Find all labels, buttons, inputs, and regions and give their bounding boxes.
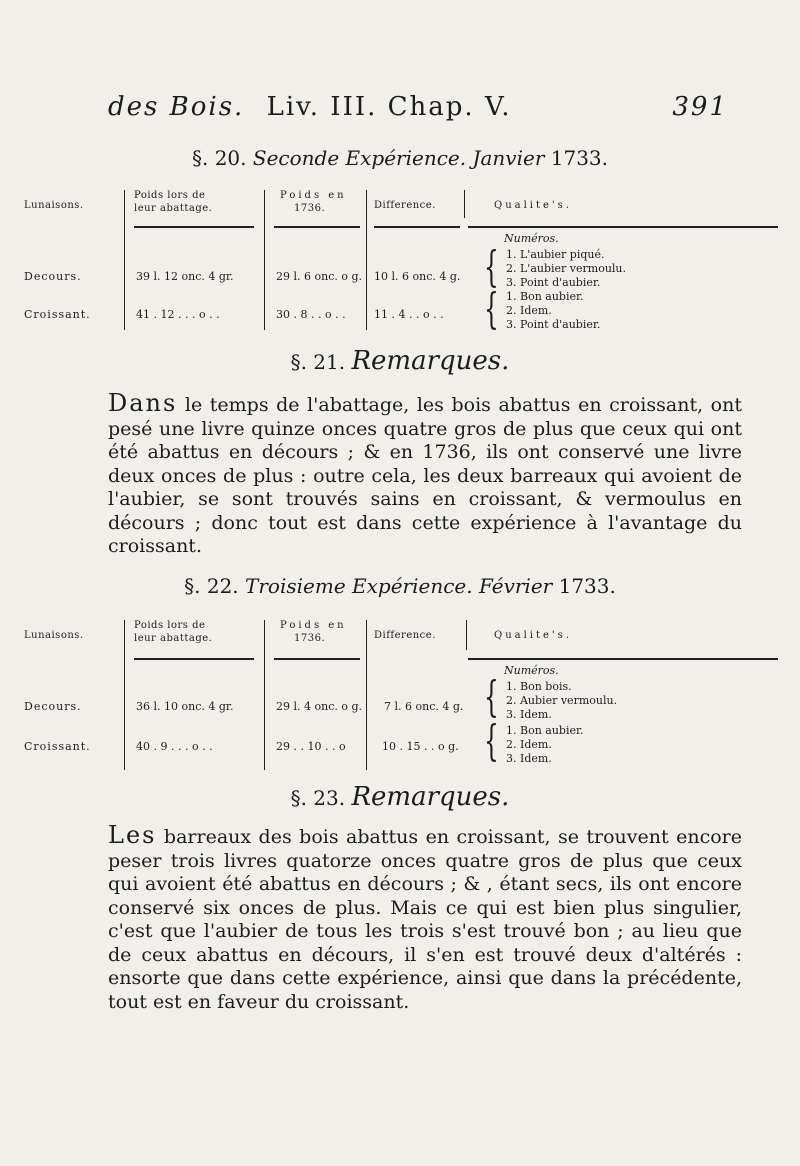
t2-row2-poids-1736: 29 . . 10 . . o bbox=[276, 740, 346, 753]
section-20-title bbox=[0, 146, 800, 170]
t2-row2-qualite-1: 1. Bon aubier. bbox=[506, 724, 584, 737]
section-22-number: §. 22. bbox=[184, 574, 239, 598]
header-lunaisons: Lunaisons. bbox=[24, 200, 84, 211]
running-head bbox=[108, 92, 728, 122]
paragraph-1-initial: Dans bbox=[108, 389, 178, 417]
numeros-label: Numéros. bbox=[504, 232, 559, 245]
row2-poids-abattage: 41 . 12 . . . o . . bbox=[136, 308, 220, 321]
section-23-number: §. 23. bbox=[290, 786, 346, 810]
header-poids-1736-1: Poids en bbox=[280, 190, 347, 201]
t2-header-poids-1736-1: Poids en bbox=[280, 620, 347, 631]
running-head-center: Liv. III. Chap. V. bbox=[266, 92, 512, 122]
section-20-number: §. 20. bbox=[191, 146, 247, 170]
row2-qualite-2: 2. Idem. bbox=[506, 304, 552, 317]
t2-header-poids-abattage-2: leur abattage. bbox=[134, 633, 213, 644]
t2-row1-lunaison: Decours. bbox=[24, 700, 82, 713]
section-22-title bbox=[0, 574, 800, 598]
t2-row2-qualite-2: 2. Idem. bbox=[506, 738, 552, 751]
t2-row1-qualite-2: 2. Aubier vermoulu. bbox=[506, 694, 618, 707]
header-poids-1736-2: 1736. bbox=[294, 203, 326, 214]
t2-row1-qualite-3: 3. Idem. bbox=[506, 708, 552, 721]
running-head-left: des Bois. bbox=[108, 92, 245, 122]
row2-lunaison: Croissant. bbox=[24, 308, 91, 321]
t2-header-difference: Difference. bbox=[374, 630, 436, 641]
row1-poids-1736: 29 l. 6 onc. o g. bbox=[276, 270, 363, 283]
row1-difference: 10 l. 6 onc. 4 g. bbox=[374, 270, 461, 283]
t2-row2-brace: { bbox=[484, 716, 499, 765]
row2-poids-1736: 30 . 8 . . o . . bbox=[276, 308, 346, 321]
row2-qualite-3: 3. Point d'aubier. bbox=[506, 318, 601, 331]
t2-row2-poids-abattage: 40 . 9 . . . o . . bbox=[136, 740, 213, 753]
t2-header-lunaisons: Lunaisons. bbox=[24, 630, 84, 641]
t2-header-qualites: Qualite's. bbox=[494, 630, 572, 641]
table-experience-3 bbox=[24, 620, 784, 770]
t2-row1-poids-abattage: 36 l. 10 onc. 4 gr. bbox=[136, 700, 234, 713]
t2-header-poids-1736-2: 1736. bbox=[294, 633, 326, 644]
section-22-year: 1733. bbox=[558, 574, 616, 598]
row1-poids-abattage: 39 l. 12 onc. 4 gr. bbox=[136, 270, 234, 283]
table-experience-2 bbox=[24, 190, 784, 340]
section-21-title-text: Remarques. bbox=[351, 346, 510, 376]
t2-row2-lunaison: Croissant. bbox=[24, 740, 91, 753]
row1-brace: { bbox=[484, 242, 499, 291]
section-22-title-text: Troisieme Expérience. Février bbox=[245, 574, 553, 598]
paragraph-1-text: le temps de l'abattage, les bois abattus en croissant, ont pesé une livre quinze onces quatre gros de plus que ceux qui ont été abattus en décours ; & en 1736, ils ont conservé une livre deux onces de plus : outre cela, les deux barreaux qui avoient de l'aubier, se sont trouvés sains en croissant, & vermoulus en décours ; donc tout est dans cette expérience à l'avantage du croissant. bbox=[108, 394, 742, 557]
page-number: 391 bbox=[672, 92, 728, 122]
header-difference: Difference. bbox=[374, 200, 436, 211]
paragraph-remarques-21 bbox=[108, 389, 742, 559]
t2-row1-difference: 7 l. 6 onc. 4 g. bbox=[384, 700, 464, 713]
t2-numeros-label: Numéros. bbox=[504, 664, 559, 677]
row1-qualite-1: 1. L'aubier piqué. bbox=[506, 248, 605, 261]
paragraph-2-initial: Les bbox=[108, 821, 157, 849]
header-qualites: Qualite's. bbox=[494, 200, 572, 211]
row1-qualite-2: 2. L'aubier vermoulu. bbox=[506, 262, 627, 275]
section-21-title bbox=[0, 346, 800, 376]
paragraph-remarques-23 bbox=[108, 821, 742, 1014]
header-poids-abattage-1: Poids lors de bbox=[134, 190, 206, 201]
t2-row2-difference: 10 . 15 . . o g. bbox=[382, 740, 459, 753]
header-poids-abattage-2: leur abattage. bbox=[134, 203, 213, 214]
section-20-year: 1733. bbox=[550, 146, 609, 170]
row2-difference: 11 . 4 . . o . . bbox=[374, 308, 444, 321]
t2-header-poids-abattage-1: Poids lors de bbox=[134, 620, 206, 631]
row2-qualite-1: 1. Bon aubier. bbox=[506, 290, 584, 303]
section-21-number: §. 21. bbox=[290, 350, 346, 374]
row1-qualite-3: 3. Point d'aubier. bbox=[506, 276, 601, 289]
section-23-title bbox=[0, 782, 800, 812]
t2-row1-poids-1736: 29 l. 4 onc. o g. bbox=[276, 700, 363, 713]
t2-row2-qualite-3: 3. Idem. bbox=[506, 752, 552, 765]
row2-brace: { bbox=[484, 284, 499, 333]
section-20-title-text: Seconde Expérience. Janvier bbox=[252, 146, 545, 170]
t2-row1-brace: { bbox=[484, 672, 499, 721]
t2-row1-qualite-1: 1. Bon bois. bbox=[506, 680, 572, 693]
section-23-title-text: Remarques. bbox=[351, 782, 510, 812]
row1-lunaison: Decours. bbox=[24, 270, 82, 283]
paragraph-2-text: barreaux des bois abattus en croissant, se trouvent encore peser trois livres quatorze onces quatre gros de plus que ceux qui avoient été abattus en décours ; & , étant secs, ils ont encore conservé six onces de plus. Mais ce qui est bien plus singulier, c'est que l'aubier de tous les trois s'est trouvé bon ; au lieu que de ceux abattus en décours, il s'en est trouvé deux d'altérés : ensorte que dans cette expérience, ainsi que dans la précédente, tout est en faveur du croissant. bbox=[108, 826, 742, 1013]
